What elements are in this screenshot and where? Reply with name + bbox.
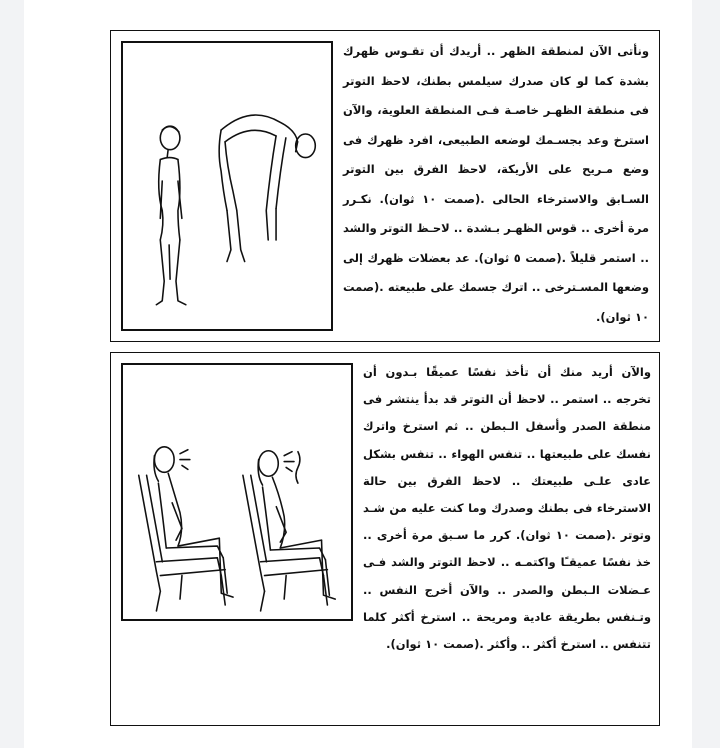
back-exercise-text: ونأتى الآن لمنطقة الظهر .. أريدك أن تقـوس ظهرك بشدة كما لو كان صدرك سيلمس بطنك، لاحظ التوتر فى منطقة الظهـر خاصـة فـى المنطقة العلوية، والآن استرخ وعد بجسـمك لوضعه الطبيعى، افرد ظهرك فى وضع مـريح على الأريكة، لاحظ الفرق بين التوتر السـابق والاسترخاء الحالى .(صمت ١٠ ثوان). نكـرر مرة أخرى .. قوس الظهـر بـشدة .. لاحـظ التوتر والشد .. استمر قليلاً .(صمت ٥ ثوان). عد بعضلات ظهرك إلى وضعها المسـترخى .. اترك جسمك على طبيعته .(صمت ١٠ ثوان). bbox=[343, 44, 649, 324]
document-page bbox=[24, 0, 692, 748]
seated-breathing-figures-drawing bbox=[123, 365, 351, 619]
breathing-exercise-illustration bbox=[121, 363, 353, 621]
back-exercise-illustration bbox=[121, 41, 333, 331]
back-exercise-panel bbox=[110, 30, 660, 342]
breathing-exercise-panel bbox=[110, 352, 660, 726]
breathing-exercise-text: والآن أريد منك أن تأخذ نفسًا عميقًا بـدون أن تخرجه .. استمر .. لاحظ أن التوتر قد بدأ ينتشر فى منطقة الصدر وأسفل الـبطن .. ثم استرخ واترك نفسك على طبيعتها .. تنفس الهواء .. تنفس بشكل عادى علـى طبيعتك .. لاحظ الفرق بين حالة الاسترخاء فى بطنك وصدرك وما كنت عليه من شـد وتوتر .(صمت ١٠ ثوان). كرر ما سـبق مرة أخرى .. خذ نفسًا عميقـًا واكتمـه .. لاحظ التوتر والشد فـى عـضلات الـبطن والصدر .. والآن أخرج النفس .. وتـنفس بطريقة عادية ومريحة .. استرخ أكثر كلما تتنفس .. استرخ أكثر .. وأكثر .(صمت ١٠ ثوان). bbox=[363, 365, 652, 652]
standing-and-bending-figures-drawing bbox=[123, 43, 331, 329]
